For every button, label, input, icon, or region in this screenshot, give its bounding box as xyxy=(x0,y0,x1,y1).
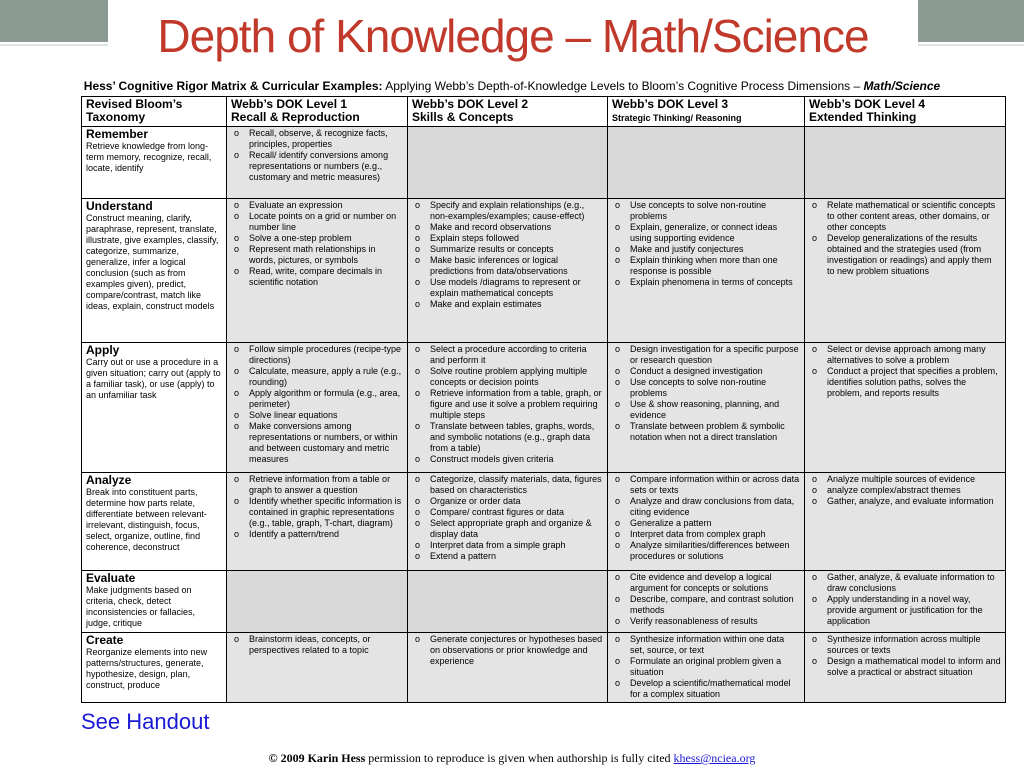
example-item: o Cite evidence and develop a logical argument for concepts or solutions xyxy=(612,572,800,594)
example-item: o Synthesize information within one data set, source, or text xyxy=(612,634,800,656)
example-item: o Analyze and draw conclusions from data, citing evidence xyxy=(612,496,800,518)
example-item: o Develop a scientific/mathematical model for a complex situation xyxy=(612,678,800,700)
example-item: o Locate points on a grid or number on number line xyxy=(231,211,403,233)
cell-remember-dok3 xyxy=(608,127,805,199)
header-dok3-line2: Strategic Thinking/ Reasoning xyxy=(612,113,742,123)
copyright-footer xyxy=(0,751,1024,766)
example-item: o Make basic inferences or logical predictions from data/observations xyxy=(412,255,603,277)
row-header-apply xyxy=(82,343,227,473)
example-item: o Construct models given criteria xyxy=(412,454,603,465)
cell-remember-dok2 xyxy=(408,127,608,199)
example-list xyxy=(412,200,603,310)
example-item: o Calculate, measure, apply a rule (e.g., rounding) xyxy=(231,366,403,388)
example-list xyxy=(412,474,603,562)
header-dok3 xyxy=(608,97,805,127)
cell-evaluate-dok3 xyxy=(608,571,805,633)
cell-create-dok1 xyxy=(227,633,408,703)
example-list xyxy=(231,128,403,183)
example-item: o Categorize, classify materials, data, figures based on characteristics xyxy=(412,474,603,496)
example-item: o Use concepts to solve non-routine problems xyxy=(612,377,800,399)
example-list xyxy=(809,344,1001,399)
example-item: o Make conversions among representations or numbers, or within and between customary and metric measures xyxy=(231,421,403,465)
row-header-analyze xyxy=(82,473,227,571)
example-item: o Conduct a designed investigation xyxy=(612,366,800,377)
row-header-create xyxy=(82,633,227,703)
example-item: o Design a mathematical model to inform and solve a practical or abstract situation xyxy=(809,656,1001,678)
example-list xyxy=(809,200,1001,277)
example-item: o Translate between tables, graphs, words, and symbolic notations (e.g., graph data from a table) xyxy=(412,421,603,454)
example-item: o Select appropriate graph and organize & display data xyxy=(412,518,603,540)
example-list xyxy=(809,572,1001,627)
example-item: o Compare information within or across data sets or texts xyxy=(612,474,800,496)
matrix-row-evaluate xyxy=(82,571,1006,633)
example-item: o Relate mathematical or scientific concepts to other content areas, other domains, or other concepts xyxy=(809,200,1001,233)
cell-apply-dok1 xyxy=(227,343,408,473)
see-handout-link[interactable]: See Handout xyxy=(81,709,210,734)
example-item: o Solve linear equations xyxy=(231,410,403,421)
example-item: o Summarize results or concepts xyxy=(412,244,603,255)
header-dok2-line2: Skills & Concepts xyxy=(412,110,514,124)
subtitle-plain: Applying Webb’s Depth-of-Knowledge Levels to Bloom’s Cognitive Process Dimensions – xyxy=(382,79,864,93)
bloom-level-name: Analyze xyxy=(86,473,132,487)
cell-analyze-dok1 xyxy=(227,473,408,571)
example-list xyxy=(612,572,800,627)
example-item: o Conduct a project that specifies a problem, identifies solution paths, solves the problem, and reports results xyxy=(809,366,1001,399)
example-item: o Explain phenomena in terms of concepts xyxy=(612,277,800,288)
example-list xyxy=(809,474,1001,507)
cell-understand-dok2 xyxy=(408,199,608,343)
bloom-level-name: Apply xyxy=(86,343,120,357)
cell-create-dok4 xyxy=(805,633,1006,703)
cell-remember-dok4 xyxy=(805,127,1006,199)
subtitle-bold: Hess’ Cognitive Rigor Matrix & Curricular Examples: xyxy=(83,79,383,93)
example-item: o Analyze multiple sources of evidence xyxy=(809,474,1001,485)
example-item: o Identify a pattern/trend xyxy=(231,529,403,540)
bloom-level-name: Understand xyxy=(86,199,153,213)
cell-understand-dok4 xyxy=(805,199,1006,343)
header-dok2 xyxy=(408,97,608,127)
example-item: o Generalize a pattern xyxy=(612,518,800,529)
example-item: o Interpret data from a simple graph xyxy=(412,540,603,551)
example-item: o Explain steps followed xyxy=(412,233,603,244)
example-list xyxy=(612,474,800,562)
example-item: o Make and explain estimates xyxy=(412,299,603,310)
cell-analyze-dok3 xyxy=(608,473,805,571)
row-header-understand xyxy=(82,199,227,343)
example-item: o Generate conjectures or hypotheses based on observations or prior knowledge and experience xyxy=(412,634,603,667)
example-item: o Recall/ identify conversions among representations or numbers (e.g., customary and metric measures) xyxy=(231,150,403,183)
example-item: o Verify reasonableness of results xyxy=(612,616,800,627)
example-item: o Brainstorm ideas, concepts, or perspectives related to a topic xyxy=(231,634,403,656)
example-item: o Synthesize information across multiple sources or texts xyxy=(809,634,1001,656)
example-list xyxy=(231,474,403,540)
example-list xyxy=(412,344,603,465)
example-list xyxy=(612,344,800,443)
example-item: o Read, write, compare decimals in scientific notation xyxy=(231,266,403,288)
header-blooms-line1: Revised Bloom’s xyxy=(86,97,183,111)
bloom-level-name: Remember xyxy=(86,127,149,141)
example-item: o Specify and explain relationships (e.g., non-examples/examples; cause-effect) xyxy=(412,200,603,222)
example-item: o Identify whether specific information is contained in graphic representations (e.g., table, graph, T-chart, diagram) xyxy=(231,496,403,529)
example-item: o Explain thinking when more than one response is possible xyxy=(612,255,800,277)
example-list xyxy=(231,344,403,465)
example-item: o Retrieve information from a table, graph, or figure and use it solve a problem requiring multiple steps xyxy=(412,388,603,421)
example-item: o analyze complex/abstract themes xyxy=(809,485,1001,496)
cell-understand-dok3 xyxy=(608,199,805,343)
cell-apply-dok4 xyxy=(805,343,1006,473)
cell-evaluate-dok1 xyxy=(227,571,408,633)
example-item: o Apply algorithm or formula (e.g., area, perimeter) xyxy=(231,388,403,410)
example-item: o Compare/ contrast figures or data xyxy=(412,507,603,518)
header-dok4 xyxy=(805,97,1006,127)
matrix-row-understand xyxy=(82,199,1006,343)
cell-analyze-dok4 xyxy=(805,473,1006,571)
cell-apply-dok3 xyxy=(608,343,805,473)
example-item: o Make and record observations xyxy=(412,222,603,233)
matrix-row-remember xyxy=(82,127,1006,199)
matrix-row-analyze xyxy=(82,473,1006,571)
example-item: o Gather, analyze, & evaluate information to draw conclusions xyxy=(809,572,1001,594)
example-item: o Retrieve information from a table or graph to answer a question xyxy=(231,474,403,496)
example-list xyxy=(612,200,800,288)
header-dok4-line1: Webb’s DOK Level 4 xyxy=(809,97,926,111)
matrix-row-create xyxy=(82,633,1006,703)
example-item: o Follow simple procedures (recipe-type directions) xyxy=(231,344,403,366)
example-item: o Solve a one-step problem xyxy=(231,233,403,244)
header-dok3-line1: Webb’s DOK Level 3 xyxy=(612,97,729,111)
bloom-level-name: Evaluate xyxy=(86,571,136,585)
cell-create-dok2 xyxy=(408,633,608,703)
example-item: o Analyze similarities/differences between procedures or solutions xyxy=(612,540,800,562)
example-list xyxy=(231,634,403,656)
row-header-remember xyxy=(82,127,227,199)
example-item: o Formulate an original problem given a situation xyxy=(612,656,800,678)
cell-analyze-dok2 xyxy=(408,473,608,571)
example-item: o Solve routine problem applying multiple concepts or decision points xyxy=(412,366,603,388)
footer-text: permission to reproduce is given when authorship is fully cited xyxy=(365,751,674,765)
header-dok4-line2: Extended Thinking xyxy=(809,110,917,124)
example-list xyxy=(231,200,403,288)
cell-apply-dok2 xyxy=(408,343,608,473)
cell-remember-dok1 xyxy=(227,127,408,199)
matrix-header-row xyxy=(82,97,1006,127)
example-item: o Use models /diagrams to represent or explain mathematical concepts xyxy=(412,277,603,299)
cell-create-dok3 xyxy=(608,633,805,703)
example-list xyxy=(412,634,603,667)
bloom-level-description: Make judgments based on criteria, check, detect inconsistencies or fallacies, judge, critique xyxy=(86,585,196,628)
header-band-left xyxy=(0,0,108,42)
bloom-level-name: Create xyxy=(86,633,124,647)
example-item: o Organize or order data xyxy=(412,496,603,507)
row-header-evaluate xyxy=(82,571,227,633)
matrix-body xyxy=(82,127,1006,703)
example-item: o Develop generalizations of the results obtained and the strategies used (from investigation or readings) and apply them to new problem situations xyxy=(809,233,1001,277)
example-item: o Apply understanding in a novel way, provide argument or justification for the application xyxy=(809,594,1001,627)
example-item: o Make and justify conjectures xyxy=(612,244,800,255)
header-dok2-line1: Webb’s DOK Level 2 xyxy=(412,97,529,111)
example-list xyxy=(612,634,800,700)
matrix-subtitle xyxy=(0,79,1024,93)
example-item: o Evaluate an expression xyxy=(231,200,403,211)
subtitle-italic: Math/Science xyxy=(863,79,941,93)
example-item: o Extend a pattern xyxy=(412,551,603,562)
cognitive-rigor-matrix xyxy=(81,96,1006,703)
footer-copyright: © 2009 Karin Hess xyxy=(268,751,366,765)
example-item: o Explain, generalize, or connect ideas using supporting evidence xyxy=(612,222,800,244)
example-item: o Translate between problem & symbolic notation when not a direct translation xyxy=(612,421,800,443)
header-blooms-line2: Taxonomy xyxy=(86,110,146,124)
example-item: o Use & show reasoning, planning, and evidence xyxy=(612,399,800,421)
bloom-level-description: Reorganize elements into new patterns/structures, generate, hypothesize, design, plan, construct, produce xyxy=(86,647,208,690)
example-list xyxy=(809,634,1001,678)
example-item: o Recall, observe, & recognize facts, principles, properties xyxy=(231,128,403,150)
example-item: o Describe, compare, and contrast solution methods xyxy=(612,594,800,616)
example-item: o Select or devise approach among many alternatives to solve a problem xyxy=(809,344,1001,366)
matrix-row-apply xyxy=(82,343,1006,473)
example-item: o Use concepts to solve non-routine problems xyxy=(612,200,800,222)
header-dok1-line1: Webb’s DOK Level 1 xyxy=(231,97,348,111)
page-title: Depth of Knowledge – Math/Science xyxy=(108,0,918,70)
bloom-level-description: Construct meaning, clarify, paraphrase, represent, translate, illustrate, give examples, classify, categorize, summarize, generalize, infer a logical conclusion (such as from examples given), predict, compare/contrast, match like ideas, explain, construct models xyxy=(86,213,219,311)
footer-email-link[interactable]: khess@nciea.org xyxy=(673,751,756,765)
example-item: o Design investigation for a specific purpose or research question xyxy=(612,344,800,366)
example-item: o Select a procedure according to criteria and perform it xyxy=(412,344,603,366)
header-dok1-line2: Recall & Reproduction xyxy=(231,110,360,124)
header-band-right xyxy=(918,0,1024,42)
example-item: o Interpret data from complex graph xyxy=(612,529,800,540)
cell-understand-dok1 xyxy=(227,199,408,343)
header-dok1 xyxy=(227,97,408,127)
example-item: o Gather, analyze, and evaluate information xyxy=(809,496,1001,507)
header-blooms xyxy=(82,97,227,127)
bloom-level-description: Retrieve knowledge from long-term memory, recognize, recall, locate, identify xyxy=(86,141,212,173)
cell-evaluate-dok4 xyxy=(805,571,1006,633)
example-item: o Represent math relationships in words, pictures, or symbols xyxy=(231,244,403,266)
bloom-level-description: Carry out or use a procedure in a given situation; carry out (apply to a familiar task), or use (apply) to an unfamiliar task xyxy=(86,357,221,400)
cell-evaluate-dok2 xyxy=(408,571,608,633)
bloom-level-description: Break into constituent parts, determine how parts relate, differentiate between relevant-irrelevant, distinguish, focus, select, organize, outline, find coherence, deconstruct xyxy=(86,487,207,552)
